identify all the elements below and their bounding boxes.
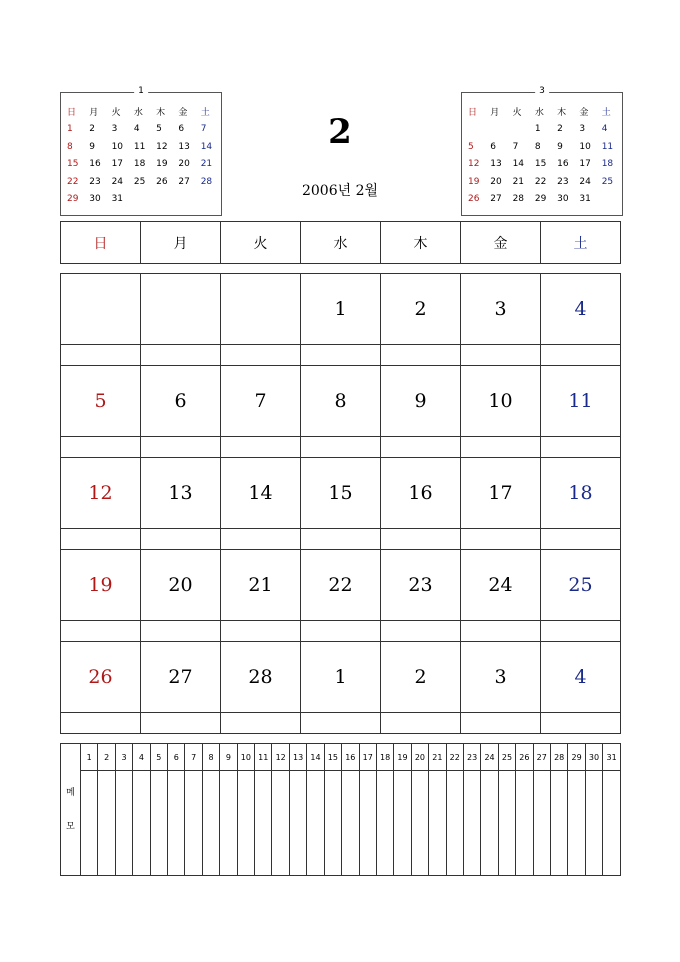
memo-day-cell[interactable] bbox=[533, 771, 550, 876]
mini-day-cell: 7 bbox=[200, 124, 207, 135]
memo-day-cell[interactable] bbox=[202, 771, 219, 876]
weekday-header bbox=[60, 221, 621, 264]
day-cell[interactable]: 26 bbox=[61, 642, 141, 713]
weekday-tuesday: 火 bbox=[221, 222, 301, 264]
mini-day-cell: 20 bbox=[178, 159, 190, 170]
memo-day-number: 25 bbox=[498, 744, 515, 771]
mini-day-cell bbox=[488, 121, 510, 139]
mini-week-row bbox=[65, 173, 221, 191]
memo-day-number: 21 bbox=[429, 744, 446, 771]
mini-day-cell: 18 bbox=[601, 159, 614, 170]
mini-day-cell: 17 bbox=[111, 159, 124, 170]
memo-day-number: 17 bbox=[359, 744, 376, 771]
mini-day-cell: 27 bbox=[490, 194, 502, 205]
day-cell[interactable]: 8 bbox=[301, 366, 381, 437]
memo-day-cell[interactable] bbox=[150, 771, 167, 876]
mini-day-cell: 11 bbox=[601, 141, 614, 152]
memo-day-number: 12 bbox=[272, 744, 289, 771]
memo-day-number: 1 bbox=[81, 744, 98, 771]
mini-header-cell: 月 bbox=[490, 108, 500, 119]
mini-header-cell: 日 bbox=[67, 108, 77, 119]
mini-day-cell: 7 bbox=[512, 141, 519, 152]
note-cell[interactable] bbox=[141, 345, 221, 366]
memo-day-cell[interactable] bbox=[272, 771, 289, 876]
weekday-monday: 月 bbox=[141, 222, 221, 264]
day-cell[interactable]: 7 bbox=[221, 366, 301, 437]
day-cell[interactable]: 14 bbox=[221, 458, 301, 529]
day-cell[interactable]: 18 bbox=[541, 458, 621, 529]
day-cell[interactable]: 24 bbox=[461, 550, 541, 621]
memo-day-cell[interactable] bbox=[603, 771, 621, 876]
mini-week-row bbox=[65, 121, 221, 139]
mini-day-cell: 18 bbox=[133, 159, 146, 170]
memo-day-cell[interactable] bbox=[498, 771, 515, 876]
memo-day-number: 23 bbox=[463, 744, 480, 771]
memo-day-number: 22 bbox=[446, 744, 463, 771]
note-cell[interactable] bbox=[541, 437, 621, 458]
note-cell[interactable] bbox=[381, 621, 461, 642]
note-cell[interactable] bbox=[461, 713, 541, 734]
day-cell[interactable]: 19 bbox=[61, 550, 141, 621]
mini-day-cell: 31 bbox=[579, 194, 591, 205]
note-cell[interactable] bbox=[141, 621, 221, 642]
mini-day-cell: 3 bbox=[111, 124, 118, 135]
mini-day-cell bbox=[511, 121, 533, 139]
memo-day-cell[interactable] bbox=[237, 771, 254, 876]
mini-header-row bbox=[466, 103, 622, 121]
memo-day-cell[interactable] bbox=[411, 771, 428, 876]
day-cell[interactable]: 5 bbox=[61, 366, 141, 437]
note-cell[interactable] bbox=[541, 621, 621, 642]
mini-header-cell: 水 bbox=[534, 108, 544, 119]
mini-header-cell: 金 bbox=[178, 108, 188, 119]
mini-day-cell: 10 bbox=[111, 141, 124, 152]
day-cell[interactable]: 2 bbox=[381, 642, 461, 713]
note-cell[interactable] bbox=[141, 437, 221, 458]
memo-day-cell[interactable] bbox=[115, 771, 132, 876]
mini-week-row bbox=[466, 191, 622, 209]
memo-day-number: 5 bbox=[150, 744, 167, 771]
memo-day-cell[interactable] bbox=[185, 771, 202, 876]
memo-day-number: 31 bbox=[603, 744, 621, 771]
mini-day-cell: 29 bbox=[67, 194, 79, 205]
mini-day-cell: 30 bbox=[557, 194, 569, 205]
day-cell[interactable]: 21 bbox=[221, 550, 301, 621]
mini-day-cell: 28 bbox=[200, 176, 213, 187]
mini-day-cell: 19 bbox=[468, 176, 480, 187]
memo-day-cell[interactable] bbox=[342, 771, 359, 876]
note-cell[interactable] bbox=[381, 345, 461, 366]
mini-day-cell: 28 bbox=[512, 194, 525, 205]
week-row bbox=[61, 550, 621, 621]
mini-header-cell: 火 bbox=[111, 108, 121, 119]
mini-day-cell: 13 bbox=[178, 141, 190, 152]
memo-day-number: 29 bbox=[568, 744, 585, 771]
mini-day-cell: 16 bbox=[557, 159, 569, 170]
memo-day-number: 30 bbox=[585, 744, 602, 771]
mini-day-cell: 2 bbox=[557, 124, 563, 135]
note-cell[interactable] bbox=[141, 529, 221, 550]
memo-day-number: 4 bbox=[133, 744, 150, 771]
mini-header-cell: 月 bbox=[89, 108, 99, 119]
day-cell[interactable]: 1 bbox=[301, 642, 381, 713]
month-grid bbox=[60, 273, 621, 734]
memo-day-cell[interactable] bbox=[220, 771, 237, 876]
mini-header-cell: 火 bbox=[512, 108, 522, 119]
mini-day-cell bbox=[600, 191, 622, 209]
mini-day-cell: 11 bbox=[133, 141, 146, 152]
mini-header-cell: 金 bbox=[579, 108, 589, 119]
day-cell[interactable]: 3 bbox=[461, 642, 541, 713]
note-cell[interactable] bbox=[541, 345, 621, 366]
mini-day-cell: 14 bbox=[200, 141, 213, 152]
note-row bbox=[61, 345, 621, 366]
weekday-thursday: 木 bbox=[381, 222, 461, 264]
note-cell[interactable] bbox=[61, 713, 141, 734]
mini-week-row bbox=[65, 191, 221, 209]
note-cell[interactable] bbox=[221, 529, 301, 550]
mini-calendar-january bbox=[60, 86, 222, 216]
note-cell[interactable] bbox=[541, 713, 621, 734]
memo-day-number: 9 bbox=[220, 744, 237, 771]
day-cell[interactable]: 13 bbox=[141, 458, 221, 529]
mini-day-cell: 23 bbox=[89, 176, 101, 187]
day-cell[interactable]: 9 bbox=[381, 366, 461, 437]
memo-day-cell[interactable] bbox=[98, 771, 115, 876]
mini-header-cell: 木 bbox=[156, 108, 166, 119]
day-cell[interactable]: 17 bbox=[461, 458, 541, 529]
note-row bbox=[61, 713, 621, 734]
mini-day-cell: 25 bbox=[601, 176, 614, 187]
mini-day-cell: 8 bbox=[67, 141, 73, 152]
note-row bbox=[61, 621, 621, 642]
mini-day-cell: 19 bbox=[156, 159, 168, 170]
weekday-wednesday: 水 bbox=[301, 222, 381, 264]
month-number: 2 bbox=[328, 112, 352, 152]
mini-day-cell: 22 bbox=[67, 176, 79, 187]
memo-table bbox=[60, 743, 621, 876]
mini-day-cell: 27 bbox=[178, 176, 190, 187]
mini-header-cell: 日 bbox=[468, 108, 478, 119]
mini-day-cell: 14 bbox=[512, 159, 525, 170]
memo-day-cell[interactable] bbox=[516, 771, 533, 876]
mini-day-cell: 8 bbox=[534, 141, 541, 152]
mini-day-cell bbox=[199, 191, 221, 209]
note-cell[interactable] bbox=[381, 713, 461, 734]
memo-label bbox=[61, 744, 81, 876]
memo-day-number: 8 bbox=[202, 744, 219, 771]
day-cell[interactable]: 1 bbox=[301, 274, 381, 345]
mini-week-row bbox=[466, 173, 622, 191]
memo-day-cell[interactable] bbox=[481, 771, 498, 876]
memo-day-cell[interactable] bbox=[168, 771, 185, 876]
mini-day-cell: 21 bbox=[512, 176, 525, 187]
note-cell[interactable] bbox=[301, 437, 381, 458]
note-cell[interactable] bbox=[381, 437, 461, 458]
day-cell[interactable]: 2 bbox=[381, 274, 461, 345]
note-cell[interactable] bbox=[61, 437, 141, 458]
day-cell[interactable]: 25 bbox=[541, 550, 621, 621]
mini-day-cell: 6 bbox=[178, 124, 185, 135]
mini-day-cell: 15 bbox=[534, 159, 547, 170]
mini-day-cell: 26 bbox=[468, 194, 480, 205]
mini-day-cell: 4 bbox=[133, 124, 140, 135]
note-cell[interactable] bbox=[141, 713, 221, 734]
mini-day-cell: 24 bbox=[111, 176, 124, 187]
note-cell[interactable] bbox=[301, 529, 381, 550]
memo-day-cell[interactable] bbox=[324, 771, 341, 876]
memo-day-cell[interactable] bbox=[568, 771, 585, 876]
weekday-sunday: 日 bbox=[61, 222, 141, 264]
mini-calendar-title: 1 bbox=[134, 86, 148, 96]
memo-day-number: 16 bbox=[342, 744, 359, 771]
mini-day-cell: 9 bbox=[89, 141, 96, 152]
day-cell[interactable]: 23 bbox=[381, 550, 461, 621]
mini-day-cell: 25 bbox=[133, 176, 146, 187]
mini-header-cell: 土 bbox=[601, 108, 611, 119]
weekday-row bbox=[61, 222, 621, 264]
memo-day-cell[interactable] bbox=[359, 771, 376, 876]
day-cell[interactable]: 28 bbox=[221, 642, 301, 713]
memo-day-number: 11 bbox=[255, 744, 272, 771]
mini-day-cell bbox=[132, 191, 154, 209]
mini-day-cell: 2 bbox=[89, 124, 96, 135]
note-cell[interactable] bbox=[381, 529, 461, 550]
mini-day-cell: 15 bbox=[67, 159, 79, 170]
note-cell[interactable] bbox=[61, 621, 141, 642]
day-cell[interactable]: 6 bbox=[141, 366, 221, 437]
memo-day-cell[interactable] bbox=[429, 771, 446, 876]
mini-day-cell bbox=[466, 121, 488, 139]
memo-day-cell[interactable] bbox=[133, 771, 150, 876]
mini-header-cell: 木 bbox=[557, 108, 567, 119]
note-cell[interactable] bbox=[461, 345, 541, 366]
week-row bbox=[61, 366, 621, 437]
mini-day-cell: 5 bbox=[468, 141, 474, 152]
memo-day-cell[interactable] bbox=[550, 771, 567, 876]
mini-day-cell: 5 bbox=[156, 124, 162, 135]
weekday-saturday: 土 bbox=[541, 222, 621, 264]
mini-day-cell: 24 bbox=[579, 176, 591, 187]
day-cell[interactable] bbox=[141, 274, 221, 345]
day-cell[interactable]: 16 bbox=[381, 458, 461, 529]
note-cell[interactable] bbox=[301, 621, 381, 642]
mini-day-cell: 1 bbox=[67, 124, 73, 135]
memo-day-number: 27 bbox=[533, 744, 550, 771]
memo-day-cell[interactable] bbox=[585, 771, 602, 876]
mini-calendar-march bbox=[461, 86, 623, 216]
mini-day-cell: 16 bbox=[89, 159, 101, 170]
day-cell[interactable]: 4 bbox=[541, 274, 621, 345]
memo-day-number: 24 bbox=[481, 744, 498, 771]
memo-day-cell[interactable] bbox=[307, 771, 324, 876]
mini-day-cell: 17 bbox=[579, 159, 591, 170]
memo-day-number: 2 bbox=[98, 744, 115, 771]
mini-calendar-grid bbox=[466, 103, 622, 208]
note-cell[interactable] bbox=[61, 345, 141, 366]
note-cell[interactable] bbox=[301, 345, 381, 366]
memo-day-number: 13 bbox=[289, 744, 306, 771]
note-cell[interactable] bbox=[221, 345, 301, 366]
mini-day-cell bbox=[176, 191, 198, 209]
memo-day-number: 7 bbox=[185, 744, 202, 771]
day-cell[interactable] bbox=[221, 274, 301, 345]
mini-day-cell: 23 bbox=[557, 176, 569, 187]
week-row bbox=[61, 274, 621, 345]
week-row bbox=[61, 458, 621, 529]
mini-day-cell: 12 bbox=[468, 159, 480, 170]
memo-day-number: 10 bbox=[237, 744, 254, 771]
day-cell[interactable]: 15 bbox=[301, 458, 381, 529]
note-cell[interactable] bbox=[541, 529, 621, 550]
day-cell[interactable]: 11 bbox=[541, 366, 621, 437]
mini-week-row bbox=[466, 156, 622, 174]
mini-day-cell: 26 bbox=[156, 176, 168, 187]
mini-day-cell: 13 bbox=[490, 159, 502, 170]
memo-day-number: 19 bbox=[394, 744, 411, 771]
memo-label-top: 메 bbox=[66, 787, 75, 798]
memo-day-number: 28 bbox=[550, 744, 567, 771]
mini-day-cell: 21 bbox=[200, 159, 213, 170]
mini-day-cell: 12 bbox=[156, 141, 168, 152]
mini-day-cell: 22 bbox=[534, 176, 547, 187]
mini-header-cell: 水 bbox=[133, 108, 143, 119]
memo-day-number: 15 bbox=[324, 744, 341, 771]
memo-day-cell[interactable] bbox=[463, 771, 480, 876]
day-cell[interactable]: 12 bbox=[61, 458, 141, 529]
memo-day-cell[interactable] bbox=[255, 771, 272, 876]
memo-day-cell[interactable] bbox=[446, 771, 463, 876]
day-cell[interactable] bbox=[61, 274, 141, 345]
note-row bbox=[61, 437, 621, 458]
note-cell[interactable] bbox=[461, 621, 541, 642]
mini-week-row bbox=[65, 156, 221, 174]
mini-day-cell: 3 bbox=[579, 124, 586, 135]
day-cell[interactable]: 27 bbox=[141, 642, 221, 713]
memo-day-number: 18 bbox=[376, 744, 393, 771]
note-cell[interactable] bbox=[301, 713, 381, 734]
note-cell[interactable] bbox=[461, 437, 541, 458]
month-subtitle: 2006년 2월 bbox=[301, 183, 379, 199]
mini-day-cell: 9 bbox=[557, 141, 563, 152]
mini-day-cell: 6 bbox=[490, 141, 497, 152]
mini-calendar-title: 3 bbox=[535, 86, 549, 96]
day-cell[interactable]: 4 bbox=[541, 642, 621, 713]
mini-calendar-grid bbox=[65, 103, 221, 208]
note-cell[interactable] bbox=[461, 529, 541, 550]
note-cell[interactable] bbox=[221, 437, 301, 458]
day-cell[interactable]: 22 bbox=[301, 550, 381, 621]
day-cell[interactable]: 3 bbox=[461, 274, 541, 345]
memo-day-row bbox=[61, 744, 621, 771]
mini-week-row bbox=[65, 138, 221, 156]
note-row bbox=[61, 529, 621, 550]
memo-day-cell[interactable] bbox=[376, 771, 393, 876]
mini-day-cell bbox=[154, 191, 176, 209]
memo-day-number: 6 bbox=[168, 744, 185, 771]
memo-day-cell[interactable] bbox=[289, 771, 306, 876]
weekday-friday: 金 bbox=[461, 222, 541, 264]
memo-day-number: 3 bbox=[115, 744, 132, 771]
day-cell[interactable]: 20 bbox=[141, 550, 221, 621]
mini-day-cell: 10 bbox=[579, 141, 591, 152]
mini-day-cell: 29 bbox=[534, 194, 547, 205]
memo-day-cell[interactable] bbox=[81, 771, 98, 876]
memo-body-row bbox=[61, 771, 621, 876]
mini-week-row bbox=[466, 121, 622, 139]
mini-day-cell: 31 bbox=[111, 194, 124, 205]
mini-day-cell: 1 bbox=[534, 124, 541, 135]
mini-week-row bbox=[466, 138, 622, 156]
mini-day-cell: 20 bbox=[490, 176, 502, 187]
note-cell[interactable] bbox=[61, 529, 141, 550]
mini-header-cell: 土 bbox=[200, 108, 210, 119]
mini-day-cell: 30 bbox=[89, 194, 101, 205]
day-cell[interactable]: 10 bbox=[461, 366, 541, 437]
memo-day-number: 14 bbox=[307, 744, 324, 771]
memo-label-bottom: 모 bbox=[66, 821, 75, 832]
mini-header-row bbox=[65, 103, 221, 121]
note-cell[interactable] bbox=[221, 713, 301, 734]
memo-day-number: 26 bbox=[516, 744, 533, 771]
mini-day-cell: 4 bbox=[601, 124, 608, 135]
week-row bbox=[61, 642, 621, 713]
memo-day-cell[interactable] bbox=[394, 771, 411, 876]
memo-day-number: 20 bbox=[411, 744, 428, 771]
note-cell[interactable] bbox=[221, 621, 301, 642]
